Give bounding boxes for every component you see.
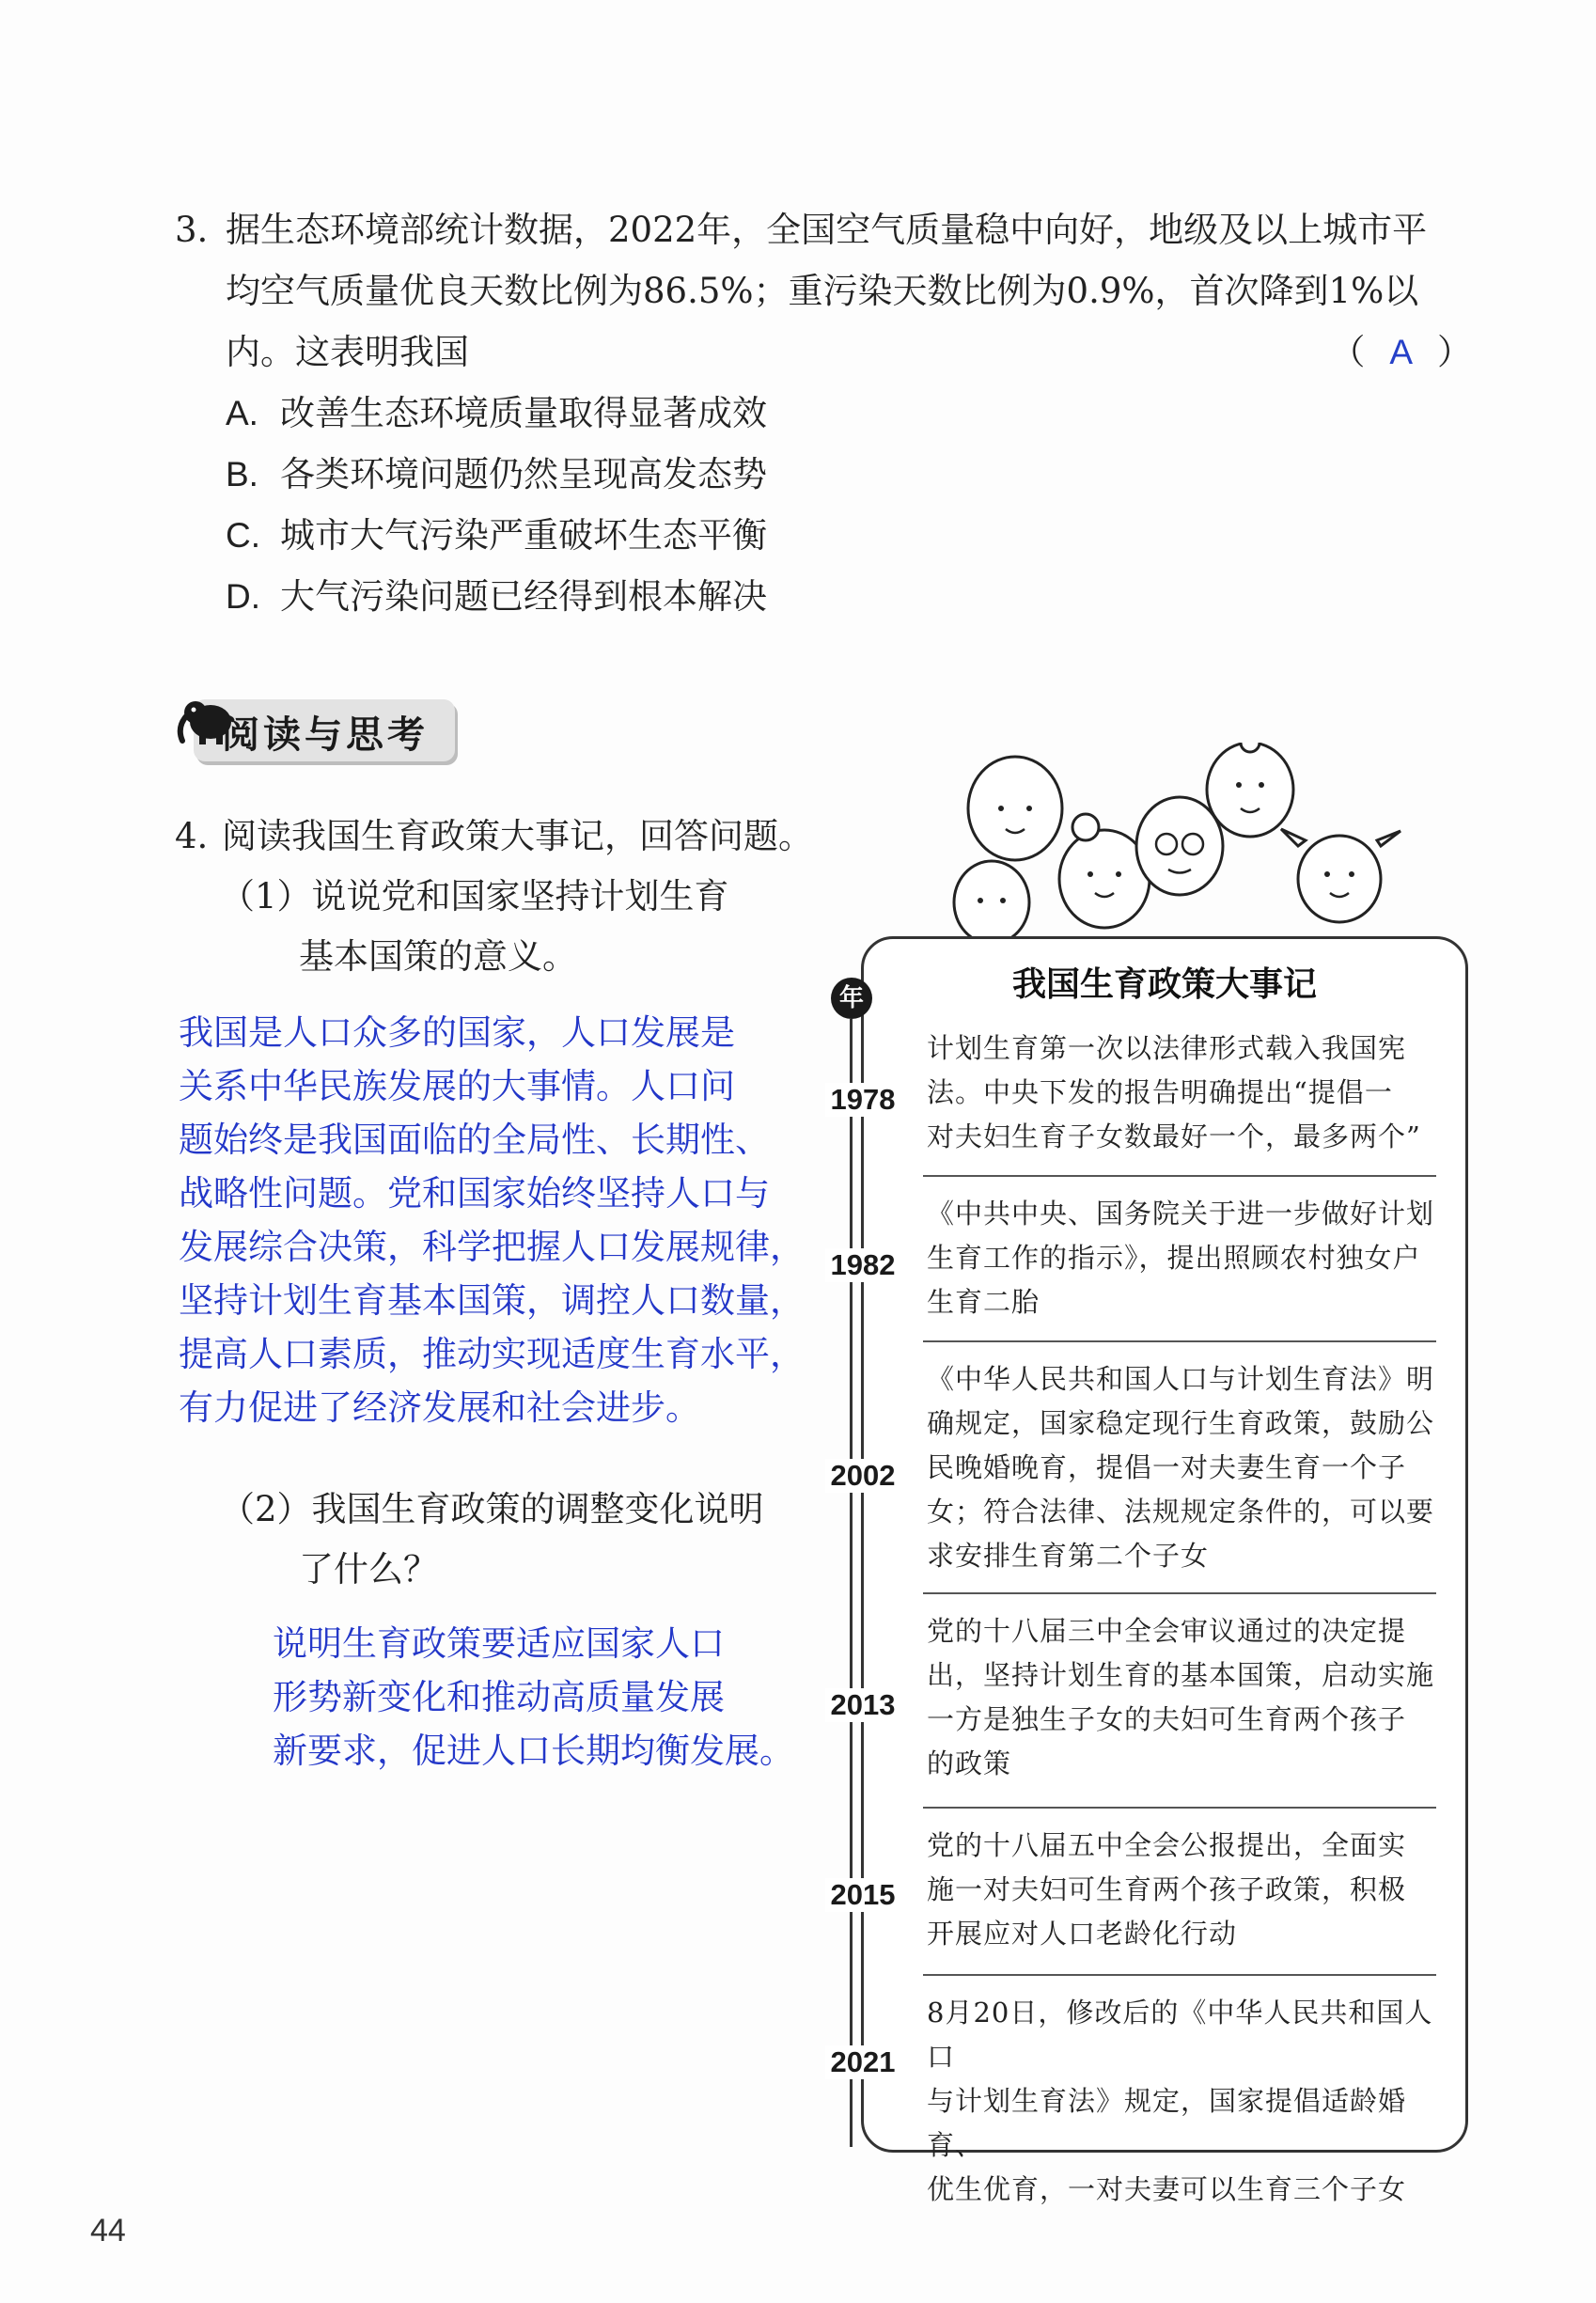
option-text: 改善生态环境质量取得显著成效 — [280, 393, 767, 433]
option-a — [226, 383, 1472, 444]
event-line: 与计划生育法》规定，国家提倡适龄婚育、 — [927, 2085, 1407, 2161]
event-line: 对夫妇生育子女数最好一个，最多两个” — [927, 1120, 1421, 1152]
sub-question-2-line-2: 了什么？ — [299, 1549, 438, 1590]
event-line: 确规定，国家稳定现行生育政策，鼓励公 — [927, 1407, 1435, 1439]
answer-line: 形势新变化和推动高质量发展 — [273, 1677, 725, 1717]
event-line: 生育工作的指示》，提出照顾农村独女户 — [927, 1242, 1421, 1274]
timeline-axis — [850, 1019, 853, 2147]
answer-1 — [179, 1006, 837, 1434]
question-3-stem — [175, 199, 1472, 260]
section-badge — [175, 686, 457, 765]
section-title: 阅读与思考 — [222, 713, 429, 757]
option-letter: C. — [226, 516, 260, 555]
event-year: 2021 — [825, 2045, 900, 2079]
bracket-close: ） — [1437, 332, 1472, 372]
answer-line: 我国是人口众多的国家，人口发展是 — [179, 1012, 735, 1053]
year-axis-label: 年 — [831, 978, 872, 1019]
sub-question-2-line-1: （2）我国生育政策的调整变化说明 — [220, 1489, 764, 1529]
event-line: 法。中央下发的报告明确提出“提倡一 — [927, 1076, 1393, 1108]
event-line: 党的十八届三中全会审议通过的决定提 — [927, 1615, 1407, 1647]
event-divider — [923, 1807, 1436, 1809]
event-year: 2015 — [825, 1878, 900, 1912]
event-line: 一方是独生子女的夫妇可生育两个孩子 — [927, 1703, 1407, 1735]
stem-line-1: 据生态环境部统计数据，2022年，全国空气质量稳中向好，地级及以上城市平 — [226, 210, 1428, 250]
stem-text: 阅读我国生育政策大事记，回答问题。 — [222, 816, 813, 856]
event-line: 民晚婚晚育，提倡一对夫妻生育一个子 — [927, 1451, 1407, 1483]
timeline-event-2002 — [927, 1357, 1434, 1578]
answer-line: 提高人口素质，推动实现适度生育水平， — [179, 1334, 805, 1374]
answer-line: 新要求，促进人口长期均衡发展。 — [273, 1731, 794, 1771]
sub-question-1 — [220, 867, 821, 987]
event-line: 开展应对人口老龄化行动 — [927, 1918, 1238, 1950]
question-4-stem — [175, 807, 813, 867]
answer-line: 题始终是我国面临的全局性、长期性、 — [179, 1120, 770, 1160]
stem-line-3: 内。这表明我国 — [226, 332, 469, 372]
event-divider — [923, 1175, 1436, 1177]
event-line: 生育二胎 — [927, 1286, 1041, 1318]
option-text: 大气污染问题已经得到根本解决 — [280, 576, 767, 617]
event-line: 施一对夫妇可生育两个孩子政策，积极 — [927, 1873, 1407, 1905]
family-cartoon-illustration — [926, 743, 1433, 940]
answer-line: 有力促进了经济发展和社会进步。 — [179, 1387, 700, 1428]
sub-question-2 — [220, 1480, 821, 1600]
answer-2 — [273, 1617, 837, 1778]
timeline-event-1978 — [927, 1026, 1434, 1159]
event-line: 计划生育第一次以法律形式载入我国宪 — [927, 1032, 1407, 1064]
event-divider — [923, 1592, 1436, 1594]
event-year: 2002 — [825, 1459, 900, 1493]
option-d — [226, 566, 1472, 627]
event-year: 1982 — [825, 1248, 900, 1282]
answer-line: 坚持计划生育基本国策，调控人口数量， — [179, 1280, 805, 1321]
answer-line: 发展综合决策，科学把握人口发展规律， — [179, 1227, 805, 1267]
sub-question-1-line-1: （1）说说党和国家坚持计划生育 — [220, 876, 729, 916]
event-line: 求安排生育第二个子女 — [927, 1540, 1210, 1572]
options-list — [175, 383, 1472, 627]
option-c — [226, 505, 1472, 566]
timeline-title: 我国生育政策大事记 — [1011, 965, 1317, 1004]
option-letter: D. — [226, 577, 260, 616]
option-text: 城市大气污染严重破坏生态平衡 — [280, 515, 767, 556]
event-line: 《中共中央、国务院关于进一步做好计划 — [927, 1198, 1435, 1230]
option-b — [226, 444, 1472, 505]
timeline-event-2021 — [927, 1991, 1434, 2212]
question-3 — [175, 199, 1472, 627]
event-line: 党的十八届五中全会公报提出，全面实 — [927, 1829, 1407, 1861]
event-line: 《中华人民共和国人口与计划生育法》明 — [927, 1363, 1435, 1395]
event-line: 优生优育，一对夫妻可以生育三个子女 — [927, 2173, 1407, 2205]
timeline-event-1982 — [927, 1192, 1434, 1324]
timeline-event-2013 — [927, 1609, 1434, 1786]
event-line: 的政策 — [927, 1747, 1012, 1779]
event-line: 8月20日，修改后的《中华人民共和国人口 — [927, 1997, 1433, 2073]
option-letter: B. — [226, 455, 258, 494]
event-line: 女；符合法律、法规规定条件的，可以要 — [927, 1496, 1435, 1528]
answer-line: 关系中华民族发展的大事情。人口问 — [179, 1066, 735, 1106]
event-divider — [923, 1974, 1436, 1976]
answer-line: 战略性问题。党和国家始终坚持人口与 — [179, 1173, 770, 1214]
option-letter: A. — [226, 394, 258, 432]
answer-line: 说明生育政策要适应国家人口 — [273, 1623, 725, 1664]
answer-bracket — [1330, 321, 1472, 383]
event-divider — [923, 1340, 1436, 1342]
sub-question-1-line-2: 基本国策的意义。 — [299, 936, 577, 977]
option-text: 各类环境问题仍然呈现高发态势 — [280, 454, 767, 494]
event-year: 2013 — [825, 1688, 900, 1722]
bracket-open: （ — [1330, 332, 1366, 372]
timeline-event-2015 — [927, 1824, 1434, 1956]
event-year: 1978 — [825, 1083, 900, 1117]
answer-choice: A — [1389, 333, 1413, 371]
page-number: 44 — [90, 2213, 126, 2248]
question-number: 3. — [175, 210, 209, 250]
question-number: 4. — [175, 816, 209, 856]
stem-line-2: 均空气质量优良天数比例为86.5%；重污染天数比例为0.9%，首次降到1%以 — [226, 271, 1419, 311]
event-line: 出，坚持计划生育的基本国策，启动实施 — [927, 1659, 1435, 1691]
